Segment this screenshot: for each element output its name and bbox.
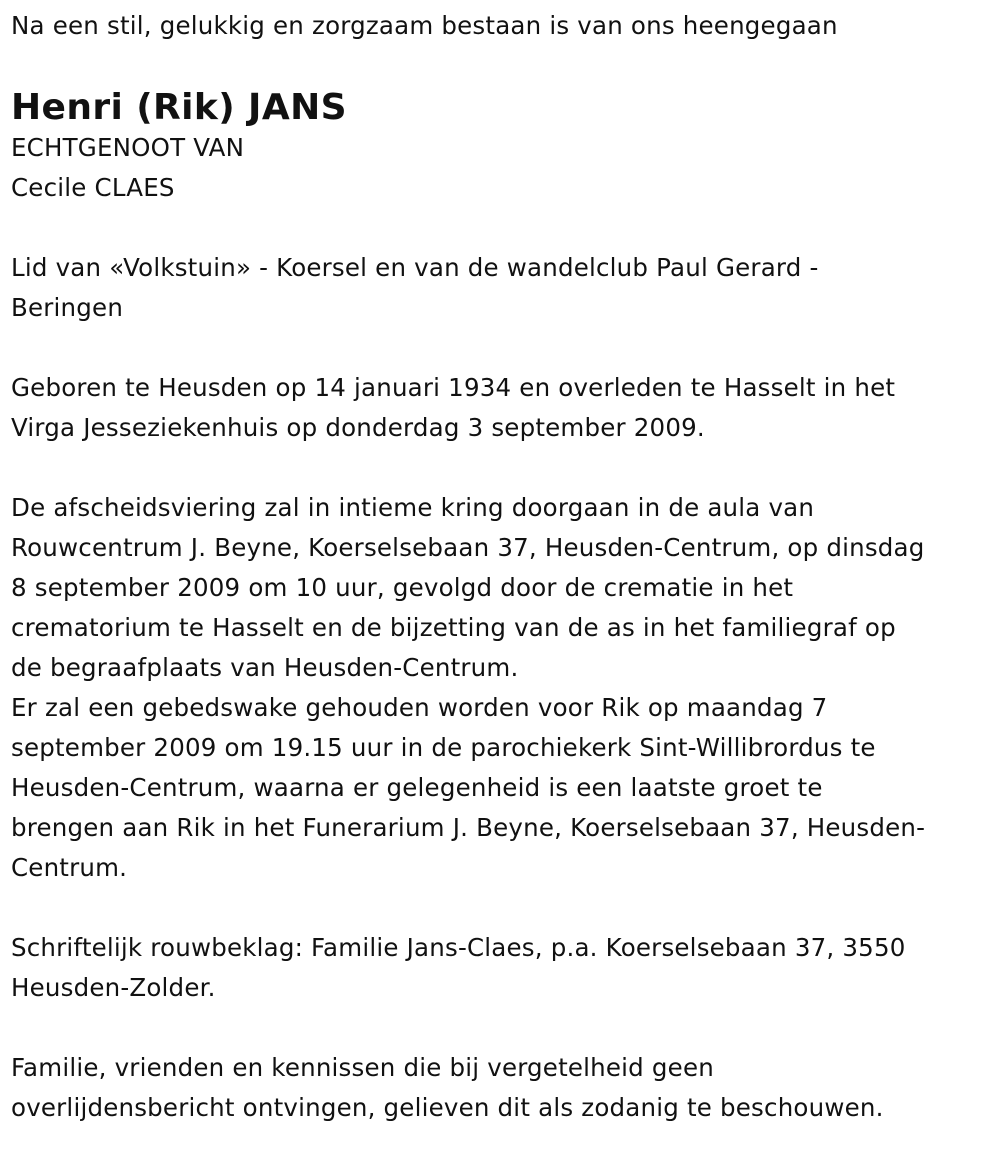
text-line: Virga Jesseziekenhuis op donderdag 3 september 2009. — [11, 413, 705, 442]
text-line: overlijdensbericht ontvingen, gelieven dit als zodanig te beschouwen. — [11, 1093, 884, 1122]
wake-paragraph — [11, 688, 986, 888]
text-line: Lid van «Volkstuin» - Koersel en van de wandelclub Paul Gerard - — [11, 253, 819, 282]
membership-paragraph — [11, 248, 986, 328]
intro-text: Na een stil, gelukkig en zorgzaam bestaan is van ons heengegaan — [11, 11, 838, 40]
relation-label: ECHTGENOOT VAN — [11, 133, 245, 162]
text-line: Heusden-Zolder. — [11, 973, 216, 1002]
closing-paragraph — [11, 1048, 986, 1128]
text-line: Rouwcentrum J. Beyne, Koerselsebaan 37, Heusden-Centrum, op dinsdag — [11, 533, 925, 562]
text-line: Heusden-Centrum, waarna er gelegenheid is een laatste groet te — [11, 773, 823, 802]
deceased-name: Henri (Rik) JANS — [11, 87, 347, 128]
text-line: Er zal een gebedswake gehouden worden voor Rik op maandag 7 — [11, 693, 828, 722]
text-line: crematorium te Hasselt en de bijzetting van de as in het familiegraf op — [11, 613, 896, 642]
spouse-name: Cecile CLAES — [11, 173, 175, 202]
text-line: Schriftelijk rouwbeklag: Familie Jans-Claes, p.a. Koerselsebaan 37, 3550 — [11, 933, 906, 962]
text-line: Familie, vrienden en kennissen die bij vergetelheid geen — [11, 1053, 714, 1082]
ceremony-paragraph — [11, 488, 986, 688]
text-line: brengen aan Rik in het Funerarium J. Beyne, Koerselsebaan 37, Heusden- — [11, 813, 926, 842]
text-line: september 2009 om 19.15 uur in de parochiekerk Sint-Willibrordus te — [11, 733, 876, 762]
obituary-notice — [11, 6, 986, 1128]
text-line: Beringen — [11, 293, 124, 322]
spouse-section — [11, 128, 986, 208]
condolence-paragraph — [11, 928, 986, 1008]
text-line: De afscheidsviering zal in intieme kring doorgaan in de aula van — [11, 493, 815, 522]
text-line: Centrum. — [11, 853, 128, 882]
text-line: Geboren te Heusden op 14 januari 1934 en overleden te Hasselt in het — [11, 373, 896, 402]
text-line: 8 september 2009 om 10 uur, gevolgd door de crematie in het — [11, 573, 794, 602]
birth-death-paragraph — [11, 368, 986, 448]
text-line: de begraafplaats van Heusden-Centrum. — [11, 653, 519, 682]
